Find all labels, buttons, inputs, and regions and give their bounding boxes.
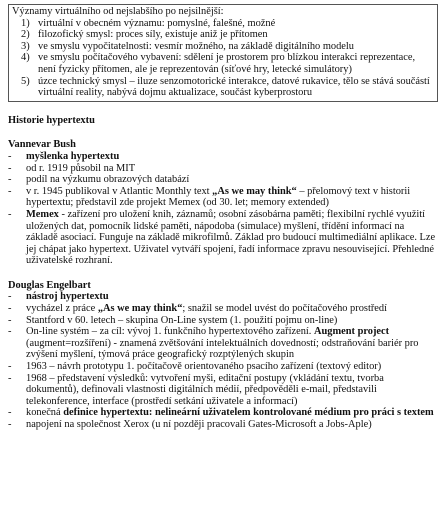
person-name-engelbart: Douglas Engelbart [8, 279, 91, 291]
list-item: - napojení na společnost Xerox (u ní později pracovali Gates-Microsoft a Jobs-Aple) [8, 419, 372, 430]
list-item: - On-line systém – za cíl: vývoj 1. funkčního hypertextového zařízení. Augment project (augment=rozšíření) - znamená zvětšování intelektuálních dovedností; odstraňování bariér pro zvýšení myšlení, týmová práce geografický rozptýlených skupin [8, 326, 419, 361]
document-page [8, 4, 438, 431]
list-item: - nástroj hypertextu [8, 291, 109, 303]
list-item: - 1963 – návrh prototypu 1. počítačově orientovaného psacího zařízení (textový editor) [8, 361, 382, 373]
meanings-box [8, 4, 438, 102]
meaning-item: 2) filozofický smysl: proces síly, existuje aniž je přítomen [21, 29, 268, 41]
list-item: - v r. 1945 publikoval v Atlantic Monthly text „As we may think“ – přelomový text v historii hypertextu; představil zde projekt Memex (od 30. let; memory extended) [8, 185, 411, 209]
meaning-item: 5) úzce technický smysl – iluze senzomotorické interakce, datové rukavice, tělo se stává součástí virtuální reality, nabývá dojmu aktualizace, součást kyberprostoru [21, 75, 430, 99]
list-item: - vycházel z práce „As we may think“; snažil se model uvést do počítačového prostředí [8, 303, 387, 315]
list-item: - Stantford v 60. letech – skupina On-Line system (1. použití pojmu on-line) [8, 314, 338, 326]
list-item: - od r. 1919 působil na MIT [8, 162, 136, 174]
meanings-list [12, 18, 434, 99]
meaning-item: 1) virtuální v obecném významu: pomyslné, falešné, možné [21, 17, 276, 29]
meaning-item: 3) ve smyslu vypočitatelnosti: vesmír možného, na základě digitálního modelu [21, 40, 354, 52]
bush-list [8, 151, 438, 267]
section-title: Historie hypertextu [8, 114, 95, 126]
person-name-bush: Vannevar Bush [8, 139, 76, 151]
meanings-title: Významy virtuálního od nejslabšího po nejsilnější: [12, 6, 224, 17]
list-item: - 1968 – představení výsledků: vytvoření myši, editační postupy (vkládání textu, tvorba dokumentů), definovali vlastnosti digitálních médií, předpověděli e-mail, představili telekonference, interface (prostředí setkání uživatele a informací) [8, 372, 384, 407]
list-item: - podíl na výzkumu obrazových databází [8, 174, 190, 186]
list-item: - konečná definice hypertextu: nelineární uživatelem kontrolované médium pro práci s textem [8, 407, 434, 419]
meaning-item: 4) ve smyslu počítačového vybavení: sdělení je prostorem pro blízkou interakci reprezentace, není fyzicky přítomen, ale je reprezentován (síťové hry, letecké simulátory) [21, 52, 416, 75]
list-item: - Memex - zařízení pro uložení knih, záznamů; osobní zásobárna paměti; flexibilní rychlé využití uložených dat, pomocník lidské paměti, nápodoba (simulace) myšlení, třídění informací na základě asociací. Funguje na základě mikrofilmů. Základ pro budoucí multimediální aplikace. Lze jej chápat jako hypertext. Uživatel vytváří spojení, řadí informace zpravu nesouvisející. Přehledné uživatelské rozhraní. [8, 208, 436, 267]
list-item: - myšlenka hypertextu [8, 150, 120, 162]
engelbart-list [8, 291, 438, 430]
